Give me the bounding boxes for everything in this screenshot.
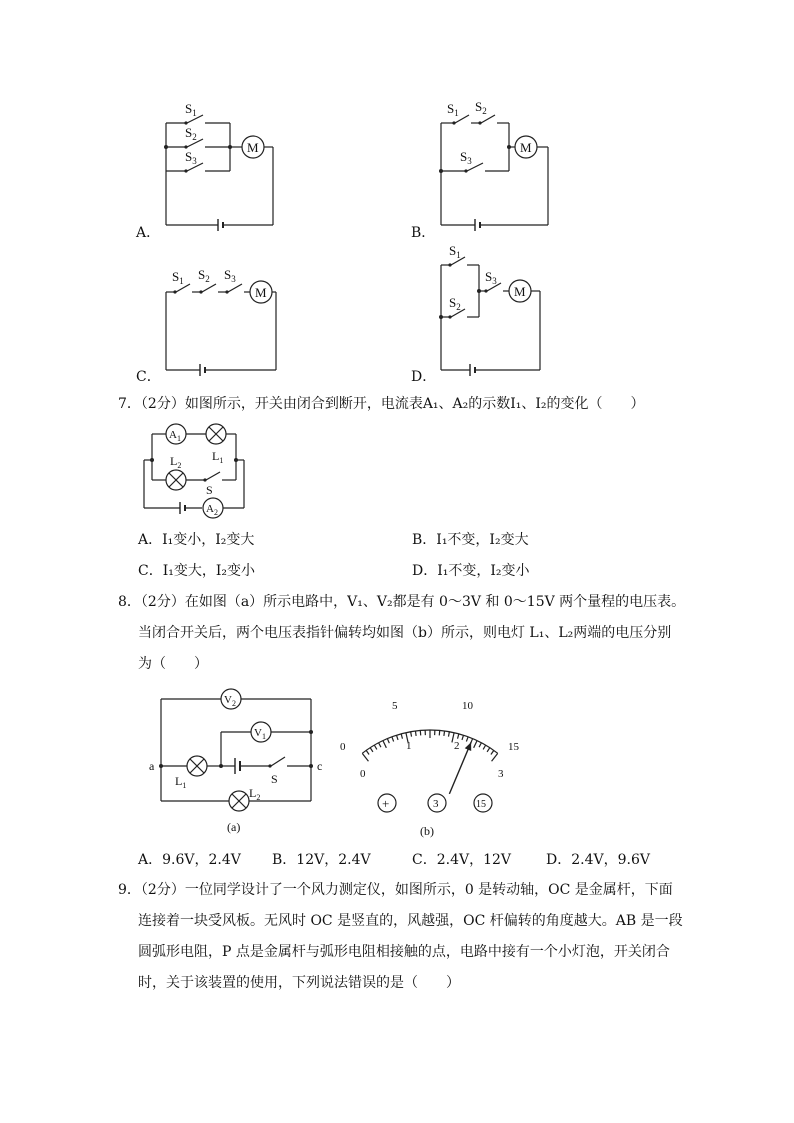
- q9-line2: 连接着一块受风板。无风时 OC 是竖直的，风越强，OC 杆偏转的角度越大。AB 是一段: [138, 913, 683, 929]
- svg-text:L2: $L_2$: [249, 786, 261, 802]
- svg-text:S3: $S_3$: [460, 149, 472, 166]
- meter-outer-tick-15: 15: [508, 741, 519, 753]
- meter-inner-tick-1: 1: [406, 740, 412, 752]
- terminal-3-label: 3: [433, 798, 439, 810]
- meter-tick: [411, 732, 412, 737]
- svg-text:V2: $V_2$: [224, 694, 236, 708]
- meter-outer-tick-5: 5: [392, 700, 398, 712]
- meter-tick: [492, 753, 498, 761]
- q7-circuit: [128, 418, 258, 530]
- svg-text:S2: $S_2$: [185, 125, 197, 142]
- q7-stem: 7．（2分）如图所示，开关由闭合到断开，电流表A₁、A₂的示数I₁、I₂的变化（ ）: [118, 396, 645, 412]
- svg-text:S3: $S_3$: [485, 269, 497, 286]
- q6-d-label: D．: [411, 369, 437, 385]
- q8-option-c[interactable]: C．2.4V，12V: [412, 852, 512, 868]
- meter-tick: [491, 750, 494, 754]
- meter-tick: [366, 750, 369, 754]
- q6-c-label: C．: [136, 369, 161, 385]
- svg-text:M: M: [255, 285, 267, 300]
- q7-option-a[interactable]: A．I₁变小，I₂变大: [138, 532, 255, 548]
- meter-inner-tick-0: 0: [360, 768, 366, 780]
- terminal-plus-label: +: [382, 796, 390, 811]
- meter-inner-tick-2: 2: [454, 740, 460, 752]
- svg-text:S1: $S_1$: [449, 245, 461, 260]
- svg-text:V1: $V_1$: [254, 727, 266, 741]
- q8-circuit-a: [145, 685, 325, 839]
- meter-tick: [474, 741, 477, 748]
- svg-text:S1: $S_1$: [447, 101, 459, 118]
- q6-b-label: B．: [411, 225, 436, 241]
- meter-tick: [370, 748, 373, 752]
- svg-text:a: a: [149, 759, 155, 773]
- meter-tick: [444, 731, 445, 736]
- q8-stem-line2: 当闭合开关后，两个电压表指针偏转均如图（b）所示，则电灯 L₁、L₂两端的电压分别: [138, 625, 672, 641]
- svg-text:M: M: [520, 140, 532, 155]
- svg-text:(a): (a): [227, 820, 241, 834]
- meter-inner-tick-3: 3: [498, 768, 504, 780]
- svg-text:L1: $L_1$: [212, 449, 224, 465]
- svg-text:M: M: [514, 284, 526, 299]
- meter-tick: [374, 745, 377, 749]
- svg-text:L1: $L_1$: [175, 774, 187, 790]
- q9-line4: 时，关于该装置的使用，下列说法错误的是（ ）: [138, 975, 460, 991]
- q7-option-c[interactable]: C．I₁变大，I₂变小: [138, 563, 255, 579]
- meter-tick: [483, 745, 486, 749]
- q6-option-a[interactable]: [130, 95, 280, 245]
- meter-tick: [462, 735, 464, 740]
- meter-tick: [392, 737, 394, 742]
- meter-tick: [396, 735, 398, 740]
- svg-text:L2: $L_2$: [170, 454, 182, 470]
- q6-option-b[interactable]: [405, 95, 565, 245]
- meter-tick: [458, 734, 459, 739]
- meter-tick: [487, 748, 490, 752]
- q8-stem-line3: 为（ ）: [138, 656, 208, 672]
- svg-text:A2: $A_2$: [206, 503, 218, 517]
- meter-caption: (b): [420, 824, 434, 838]
- q8-option-d[interactable]: D．2.4V，9.6V: [546, 852, 650, 868]
- terminal-15-label: 15: [476, 799, 486, 810]
- svg-text:S2: $S_2$: [449, 295, 461, 312]
- svg-text:S2: $S_2$: [475, 99, 487, 116]
- meter-scale: [362, 730, 497, 761]
- q6-option-c[interactable]: [130, 262, 290, 392]
- q6-option-d[interactable]: [405, 245, 565, 395]
- meter-tick: [362, 753, 368, 761]
- meter-tick: [383, 741, 386, 748]
- meter-tick: [387, 739, 389, 744]
- meter-tick: [448, 732, 449, 737]
- svg-text:S: S: [206, 483, 213, 497]
- q9-line1: 9．（2分）一位同学设计了一个风力测定仪，如图所示，0 是转动轴，OC 是金属杆，下面: [118, 882, 673, 898]
- meter-tick: [379, 743, 381, 747]
- q7-option-d[interactable]: D．I₁不变，I₂变小: [412, 563, 530, 579]
- meter-tick: [401, 734, 402, 739]
- svg-text:S1: $S_1$: [172, 269, 184, 286]
- q8-meter-b: [330, 690, 530, 844]
- svg-text:S3: $S_3$: [185, 149, 197, 166]
- motor-label: M: [247, 140, 259, 155]
- meter-outer-tick-10: 10: [462, 700, 473, 712]
- svg-text:c: c: [317, 759, 323, 773]
- svg-text:A1: $A_1$: [169, 429, 181, 443]
- meter-outer-tick-0: 0: [340, 741, 346, 753]
- meter-tick: [415, 731, 416, 736]
- q8-stem-line1: 8．（2分）在如图（a）所示电路中，V₁、V₂都是有 0～3V 和 0～15V 两个量程的电压表。: [118, 594, 686, 610]
- q7-option-b[interactable]: B．I₁不变，I₂变大: [412, 532, 529, 548]
- svg-text:S1: $S_1$: [185, 101, 197, 118]
- meter-needle: [449, 742, 471, 794]
- q6-a-label: A．: [136, 225, 161, 241]
- svg-text:S3: $S_3$: [224, 267, 236, 284]
- q8-option-a[interactable]: A．9.6V，2.4V: [138, 852, 241, 868]
- svg-text:S: S: [271, 772, 278, 786]
- meter-tick: [466, 737, 468, 742]
- q8-option-b[interactable]: B．12V，2.4V: [272, 852, 371, 868]
- svg-text:S2: $S_2$: [198, 267, 210, 284]
- meter-tick: [479, 743, 481, 747]
- q9-line3: 圆弧形电阻，P 点是金属杆与弧形电阻相接触的点，电路中接有一个小灯泡，开关闭合: [138, 944, 670, 960]
